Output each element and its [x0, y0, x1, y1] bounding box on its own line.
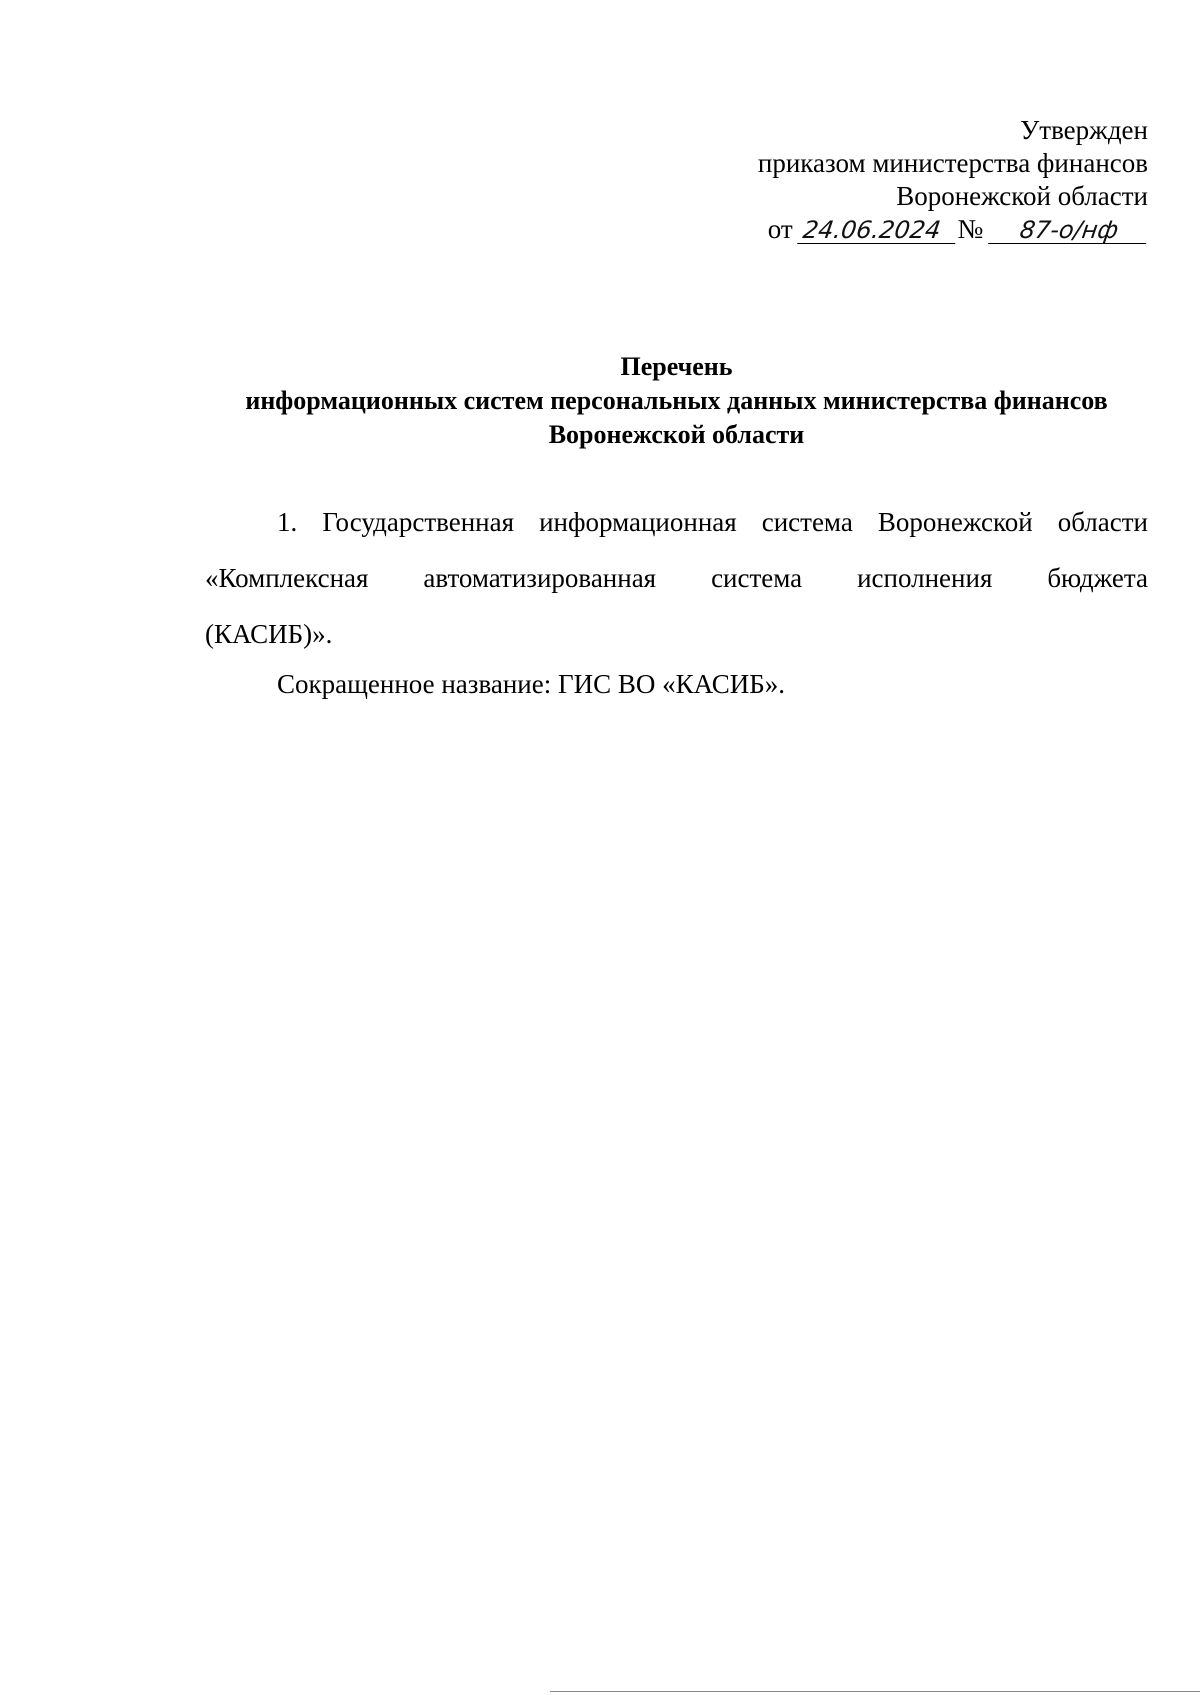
list-item-1: 1. Государственная информационная система Воронежской области «Комплексная автоматизированная система исполнения бюджета (КАСИБ)». — [205, 507, 1148, 649]
approval-line-3: Воронежской области — [896, 181, 1148, 211]
handwritten-date: 24.06.2024 — [798, 217, 960, 244]
title-line-3: Воронежской области — [548, 420, 805, 449]
number-prefix: № — [957, 214, 984, 244]
document-body — [205, 494, 1148, 704]
date-prefix: от — [767, 214, 793, 244]
approval-block — [758, 114, 1148, 246]
approval-line-2: приказом министерства финансов — [757, 148, 1148, 178]
handwritten-number: 87-о/нф — [988, 217, 1150, 244]
document-title — [205, 350, 1148, 452]
title-line-2: информационных систем персональных данных министерства финансов — [245, 386, 1108, 415]
short-name-paragraph: Сокращенное название: ГИС ВО «КАСИБ». — [277, 669, 786, 699]
scan-edge-line — [550, 1691, 1200, 1692]
title-line-1: Перечень — [620, 352, 733, 381]
approval-date-line — [758, 213, 1148, 246]
approval-line-1: Утвержден — [1020, 115, 1148, 145]
